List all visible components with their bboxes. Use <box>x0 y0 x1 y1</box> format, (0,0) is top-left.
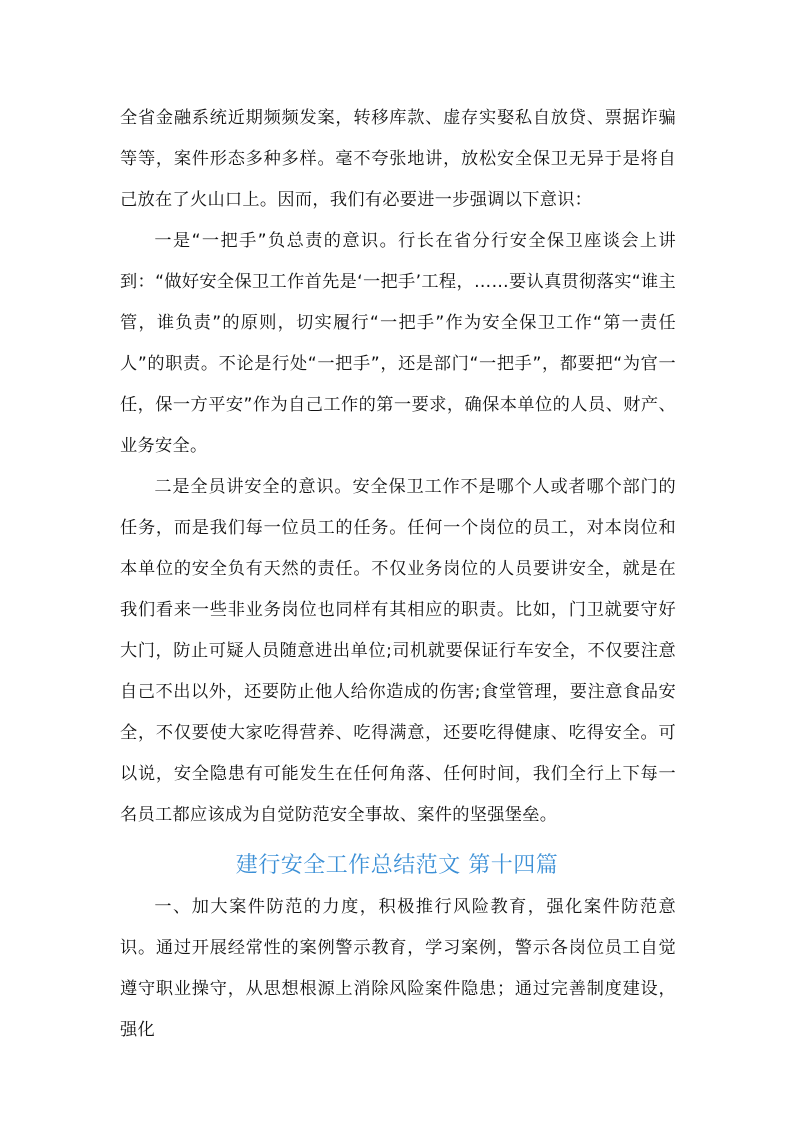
body-paragraph: 二是全员讲安全的意识。安全保卫工作不是哪个人或者哪个部门的任务，而是我们每一位员工的任务。任何一个岗位的员工，对本岗位和本单位的安全负有天然的责任。不仅业务岗位的人员要讲安全，就是在我们看来一些非业务岗位也同样有其相应的职责。比如，门卫就要守好大门，防止可疑人员随意进出单位;司机就要保证行车安全，不仅要注意自己不出以外，还要防止他人给你造成的伤害;食堂管理，要注意食品安全，不仅要使大家吃得营养、吃得满意，还要吃得健康、吃得安全。可以说，安全隐患有可能发生在任何角落、任何时间，我们全行上下每一名员工都应该成为自觉防范安全事故、案件的坚强堡垒。 <box>120 477 676 825</box>
body-paragraph: 一是“一把手”负总责的意识。行长在省分行安全保卫座谈会上讲到：“做好安全保卫工作首先是‘一把手’工程，……要认真贯彻落实“谁主管，谁负责”的原则，切实履行“一把手”作为安全保卫工作“第一责任人”的职责。不论是行处“一把手”，还是部门“一把手”，都要把“为官一任，保一方平安”作为自己工作的第一要求，确保本单位的人员、财产、业务安全。 <box>120 231 676 456</box>
section-heading: 建行安全工作总结范文 第十四篇 <box>235 853 559 878</box>
body-paragraph: 一、加大案件防范的力度，积极推行风险教育，强化案件防范意识。通过开展经常性的案例警示教育，学习案例，警示各岗位员工自觉遵守职业操守，从思想根源上消除风险案件隐患；通过完善制度建设，强化 <box>120 897 676 1040</box>
body-paragraph: 全省金融系统近期频频发案，转移库款、虚存实娶私自放贷、票据诈骗等等，案件形态多种多样。毫不夸张地讲，放松安全保卫无异于是将自己放在了火山口上。因而，我们有必要进一步强调以下意识： <box>120 108 676 210</box>
